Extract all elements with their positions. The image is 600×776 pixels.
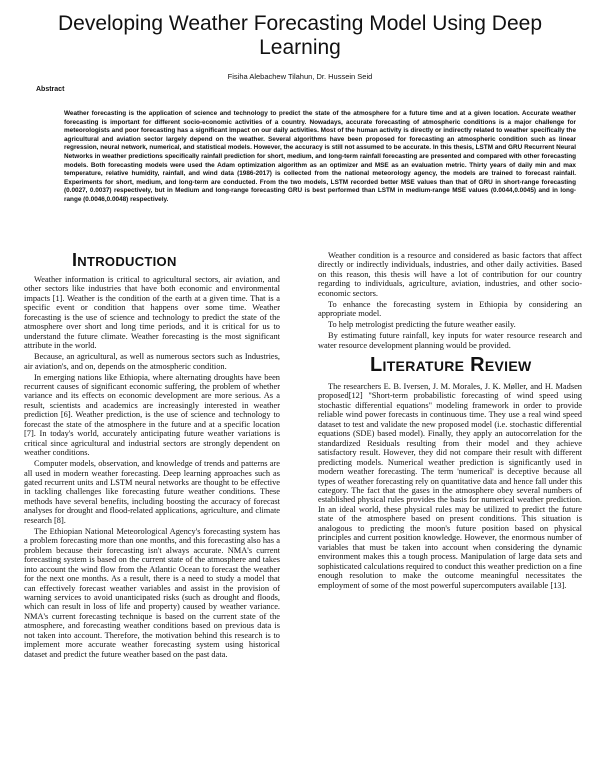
intro-paragraph: Computer models, observation, and knowledge of trends and patterns are all used in modern weather forecasting. Deep learning approaches such as gated recurrent units and LSTM neural networks are thought to be effective in tackling challenges like forecasting future weather conditions. These methods have several benefits, including boosting the accuracy of forecast analyses for drought and flood-related applications, agriculture, and climate research [8]. — [24, 459, 280, 525]
intro-paragraph: In emerging nations like Ethiopia, where alternating droughts have been recurrent causes of significant economic suffering, the problem of whether variance and its effects on economic development are more serious. As a result, scientists and academics are increasingly interested in weather prediction [6]. Weather prediction, is the use of science and technology to forecast the state of the atmosphere in the future and at a specific location [7]. In today's world, accurately anticipating future weather variations is critical since agricultural and industrial sectors are strongly dependent on weather conditions. — [24, 372, 280, 458]
intro-paragraph: To help metrologist predicting the future weather easily. — [328, 320, 516, 330]
intro-paragraph: Weather information is critical to agricultural sectors, air aviation, and other sectors like industries that have both economic and environmental impacts [1]. Weather is the condition of the earth at a given time. That is a specific event or condition that happens over some time. Weather forecasting is the use of science and technology to predict the state of the atmosphere over short and long time periods, and it is critical for us to understand the future climate. Weather forecasting is the most significant attribute in the world. — [24, 275, 280, 351]
abstract-text: Weather forecasting is the application of science and technology to predict the state of the atmosphere for a future time and at a given location. Accurate weather forecasting is important for different socio-economic activities of a country. Nowadays, accurate forecasting of atmospheric conditions is a major challenge for meteorologists and poor forecasting has a significant impact on our daily activities. Most of the human activity is directly or indirectly related to weather specifically the agricultural and aviation sector largely depend on the weather. Several algorithms have been proposed for forecasting an atmospheric condition such as linear regression, neural network, numerical, and statistical models. However, the accuracy is still not assumed to be accurate. In this thesis, LSTM and GRU Recurrent Neural Networks in weather predictions specifically rainfall prediction for short, medium, and long-term rainfall forecasting are presented and compared with other forecasting models. Both forecasting models were used the Adam optimization algorithm as an optimizer and MSE as an evaluation metric. Thirty years of daily min and max temperature, relative humidity, rainfall, and wind data (1986-2017) is collected from the national meteorology agency, the models are trained to forecast rainfall. Experiments for short, medium, and long-term are conducted. From the two models, LSTM recorded better MSE values than that of GRU in short-range forecasting (0.0027, 0.0037) respectively, but in Medium and long-range forecasting GRU is best performed than LSTM in medium-range MSE values (0.0044,0.0045) and in long-range (0.0046,0.0048) respectively. — [64, 110, 576, 203]
intro-paragraph: Because, an agricultural, as well as numerous sectors such as Industries, air aviation's, and on, depends on the atmospheric condition. — [24, 352, 280, 371]
authors: Fisiha Alebachew Tilahun, Dr. Hussein Seid — [227, 72, 373, 81]
abstract-heading: Abstract — [36, 86, 65, 93]
intro-paragraph: By estimating future rainfall, key inputs for water resource research and water resource development planning would be provided. — [318, 331, 582, 350]
intro-paragraph: Weather condition is a resource and considered as basic factors that affect directly or indirectly individuals, industries, and other daily activities. Based on this reason, this thesis will have a lot of contribution for our country regarding to individuals, agriculture, aviation, industries, and other socio-economic sectors. — [318, 251, 582, 298]
literature-paragraph: The researchers E. B. Iversen, J. M. Morales, J. K. Møller, and H. Madsen proposed[12] "Short-term probabilistic forecasting of wind speed using stochastic differential equations" modeling framework in order to provide reliable wind power forecasts in continuous time. They use a real wind speed dataset to test and validate the new proposed model (i.e. stochastic differential equations (SDE) based model). Finally, they apply an autocorrelation for the standardized Residuals resulting from their model and they achieve satisfactory result. However, they did not compare their result with different predicting models. Numerical weather prediction is significantly used in modern weather forecasting. The term 'numerical' is deceptive because all types of weather forecasting rely on quantitative data and hence fall under this category. The fact that the gases in the atmosphere obey several numbers of established physical rules provides the basis for numerical weather prediction. In an ideal world, these physical rules may be utilized to predict the future state of the atmosphere based on present conditions. This situation is analogous to predicting the moon's future position based on physical principles and current position knowledge. However, the enormous number of variables that must be taken into account when considering the dynamic environment makes this a tough process. Manipulation of large data sets and sophisticated calculations required to conduct this weather prediction on a fine enough resolution to make the outcome meaningful necessitates the employment of some of the most powerful supercomputers available [13]. — [318, 382, 582, 590]
right-column — [318, 251, 582, 592]
paper-title: Developing Weather Forecasting Model Using Deep Learning — [57, 12, 543, 59]
left-column — [24, 248, 280, 661]
introduction-heading: Introduction — [72, 250, 177, 270]
intro-paragraph: To enhance the forecasting system in Ethiopia by considering an appropriate model. — [318, 299, 582, 319]
intro-paragraph: The Ethiopian National Meteorological Agency's forecasting system has a problem forecasting more than one months, and this forecasting also has a problem because their forecasting isn't always accurate. NMA's current forecasting system is based on the current state of the atmosphere and takes into account the wind flow from the Atlantic Ocean to forecast the weather for the next one months. As a result, there is a need to study a model that can effectively forecast weather variables and assist in the provision of warning services to avoid unanticipated risks (such as drought and floods, which can result in loss of life and property) caused by weather variance. NMA's current forecasting technique is based on the current state of the atmosphere, and forecasting weather conditions based on previous data is not taken into account. Therefore, the motivation behind this research is to implement more accurate weather forecasting system using historical dataset and predict the future weather based on the past data. — [24, 526, 280, 659]
literature-review-heading: Literature Review — [370, 354, 532, 377]
